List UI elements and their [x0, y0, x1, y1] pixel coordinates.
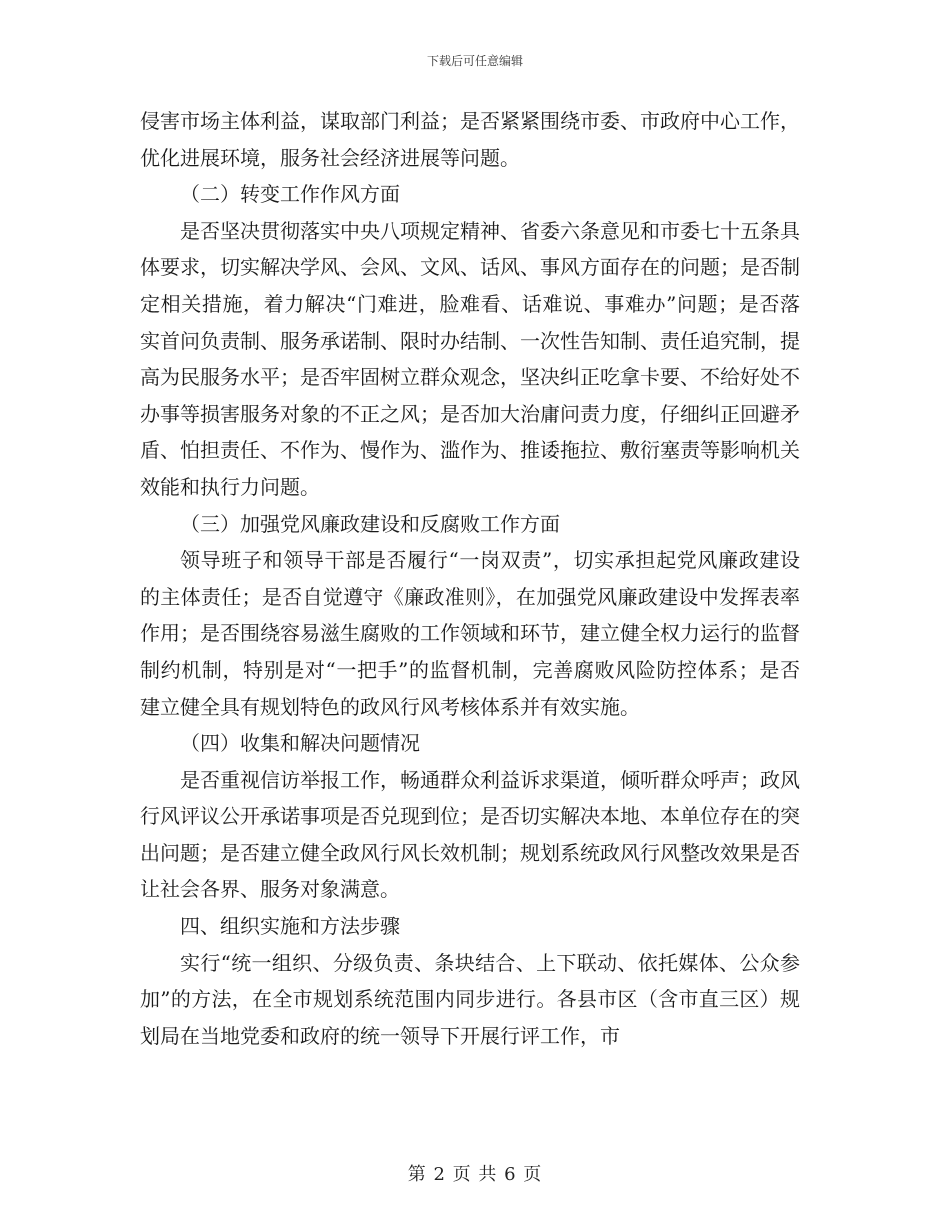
chapter-heading: 四、组织实施和方法步骤 — [180, 914, 400, 939]
paragraph: 是否重视信访举报工作，畅通群众利益诉求渠道，倾听群众呼声；政风行风评议公开承诺事项是否兑现到位；是否切实解决本地、本单位存在的突出问题；是否建立健全政风行风长效机制；规划系统政风行风整改效果是否让社会各界、服务对象满意。 — [140, 767, 800, 902]
page-number: 第 2 页 共 6 页 — [407, 1164, 543, 1185]
paragraph: 领导班子和领导干部是否履行“一岗双责”，切实承担起党风廉政建设的主体责任；是否自觉遵守《廉政准则》，在加强党风廉政建设中发挥表率作用；是否围绕容易滋生腐败的工作领域和环节，建立健全权力运行的监督制约机制，特别是对“一把手”的监督机制，完善腐败风险防控体系；是否建立健全具有规划特色的政风行风考核体系并有效实施。 — [140, 548, 800, 719]
paragraph: 侵害市场主体利益，谋取部门利益；是否紧紧围绕市委、市政府中心工作，优化进展环境，服务社会经济进展等问题。 — [140, 109, 800, 170]
section-heading-4: （四）收集和解决问题情况 — [180, 731, 420, 756]
paragraph: 实行“统一组织、分级负责、条块结合、上下联动、依托媒体、公众参加”的方法，在全市规划系统范围内同步进行。各县市区（含市直三区）规划局在当地党委和政府的统一领导下开展行评工作，市 — [140, 950, 800, 1048]
document-body — [140, 103, 800, 1054]
section-heading-2: （二）转变工作作风方面 — [180, 182, 400, 207]
paragraph: 是否坚决贯彻落实中央八项规定精神、省委六条意见和市委七十五条具体要求，切实解决学风、会风、文风、话风、事风方面存在的问题；是否制定相关措施，着力解决“门难进，脸难看、话难说、事难办”问题；是否落实首问负责制、服务承诺制、限时办结制、一次性告知制、责任追究制，提高为民服务水平；是否牢固树立群众观念，坚决纠正吃拿卡要、不给好处不办事等损害服务对象的不正之风；是否加大治庸问责力度，仔细纠正回避矛盾、怕担责任、不作为、慢作为、滥作为、推诿拖拉、敷衍塞责等影响机关效能和执行力问题。 — [140, 218, 800, 499]
section-heading-3: （三）加强党风廉政建设和反腐败工作方面 — [180, 511, 560, 536]
page-header: 下载后可任意编辑 — [426, 54, 523, 68]
